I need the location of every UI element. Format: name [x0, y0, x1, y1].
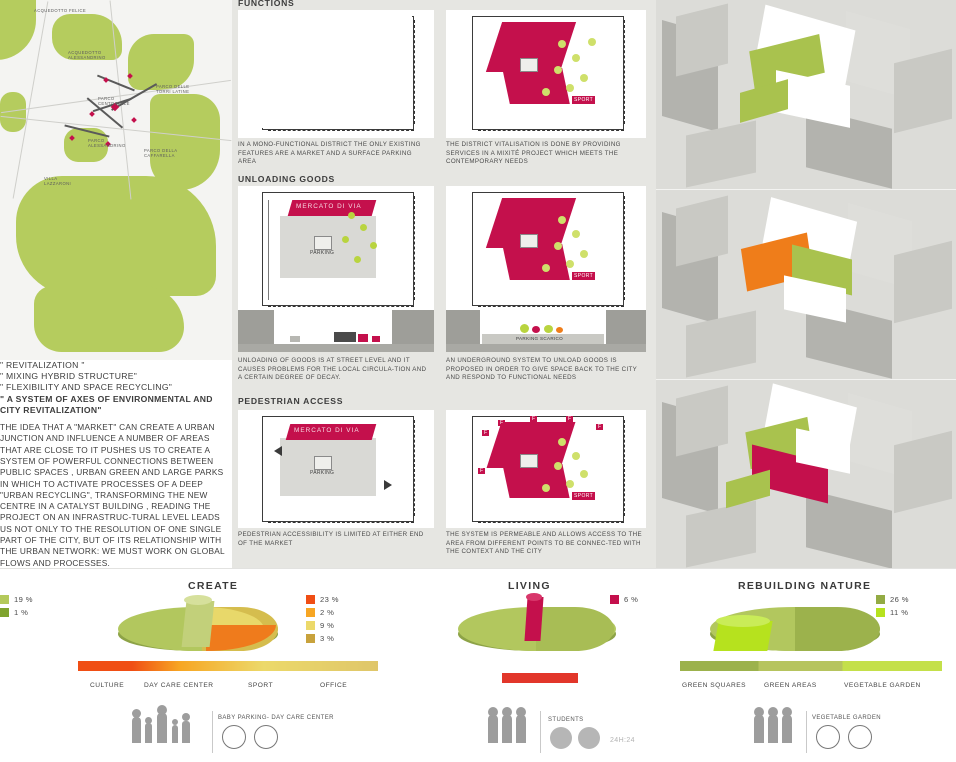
plan-functions-existing — [238, 10, 434, 138]
plan-functions-proposed — [446, 10, 646, 138]
bar-label-green-areas: GREEN AREAS — [764, 682, 817, 689]
students-hours-value: 24H:24 — [610, 737, 635, 744]
bar-label-vegetable-garden: VEGETABLE GARDEN — [844, 682, 921, 689]
living-legend — [610, 595, 638, 608]
chart-title-rebuilding: REBUILDING NATURE — [738, 580, 872, 592]
clock-icon — [816, 725, 840, 749]
rebuilding-legend — [876, 595, 909, 621]
panel-caption-unloading: UNLOADING OF GOODS IS AT STREET LEVEL AND IT CAUSES PROBLEMS FOR THE LOCAL CIRCULA-TION AND A CERTAIN DEGREE OF DECAY. — [238, 357, 427, 382]
legend-item — [306, 634, 376, 643]
map-label: ACQUEDOTTO FELICE — [34, 8, 87, 13]
map-label: PARCO DELLE TORRI LATINE — [156, 84, 190, 94]
map-green-area — [16, 176, 216, 296]
bar-label-sport: SPORT — [248, 682, 274, 689]
icon-label-students: STUDENTS — [548, 717, 584, 723]
legend-label: 3 % — [320, 634, 335, 643]
living-color-bar — [502, 673, 578, 683]
plan-sport-label: SPORT — [574, 97, 594, 103]
bottom-charts-strip — [0, 568, 956, 762]
legend-label: 6 % — [624, 595, 639, 604]
pie-chart-create — [110, 595, 290, 665]
map-green-area — [150, 94, 220, 190]
icon-group-adults — [752, 709, 812, 753]
legend-item — [0, 595, 56, 604]
legend-label: 26 % — [890, 595, 909, 604]
legend-item — [306, 595, 376, 604]
plan-sport-label: SPORT — [574, 493, 594, 499]
legend-label: 2 % — [320, 608, 335, 617]
plan-pedestrian-proposed: SPORT F F F F F F — [446, 410, 646, 528]
keyword-revitalization: " REVITALIZATION " — [0, 360, 85, 370]
divider — [806, 711, 807, 753]
legend-label: 19 % — [14, 595, 33, 604]
icon-group-students — [486, 709, 546, 753]
massing-view-2 — [656, 190, 956, 379]
students-dot-icon — [578, 727, 600, 749]
panel-caption-unloading-proposed: AN UNDERGROUND SYSTEM TO UNLOAD GOODS IS PROPOSED IN ORDER TO GIVE SPACE BACK TO THE CITY AND RESPOND TO FUNCTIONAL NEEDS — [446, 357, 638, 382]
panel-caption-pedestrian-proposed: THE SYSTEM IS PERMEABLE AND ALLOWS ACCESS TO THE AREA FROM DIFFERENT POINTS TO BE CONNEC-TED WITH THE CONTEXT AND THE CITY — [446, 531, 642, 556]
panel-title-functions: FUNCTIONS — [238, 0, 295, 8]
legend-swatch — [306, 634, 315, 643]
legend-item — [876, 608, 909, 617]
legend-swatch — [306, 595, 315, 604]
legend-label: 11 % — [890, 608, 909, 617]
legend-label: 1 % — [14, 608, 29, 617]
panel-title-pedestrian: PEDESTRIAN ACCESS — [238, 396, 344, 406]
bar-label-daycare: DAY CARE CENTER — [144, 682, 214, 689]
create-legend-right — [306, 595, 376, 647]
legend-item — [610, 595, 638, 604]
bar-label-culture: CULTURE — [90, 682, 125, 689]
keyword-mixing-hybrid: " MIXING HYBRID STRUCTURE" — [0, 371, 138, 382]
left-column — [0, 0, 232, 568]
plan-parking-label: PARKING SCARICO — [516, 336, 564, 341]
panel-caption-functions-proposed: THE DISTRICT VITALISATION IS DONE BY PROVIDING SERVICES IN A MIXITÉ PROJECT WHICH MEETS THE CONTEMPORARY NEEDS — [446, 141, 621, 166]
create-legend-left — [0, 595, 56, 621]
legend-item — [0, 608, 56, 617]
legend-swatch — [610, 595, 619, 604]
map-label: PARCO DELLA CAFFARELLA — [144, 148, 178, 158]
massing-view-3 — [656, 380, 956, 568]
divider — [540, 711, 541, 753]
rebuilding-color-bar — [680, 661, 942, 671]
left-text-block — [0, 360, 232, 568]
massing-views — [656, 0, 956, 568]
keyword-axes-system: " A SYSTEM OF AXES OF ENVIRONMENTAL AND CITY REVITALIZATION" — [0, 393, 213, 415]
bar-label-office: OFFICE — [320, 682, 348, 689]
icon-label-vegetable-garden: VEGETABLE GARDEN — [812, 715, 881, 721]
icon-group-family — [128, 709, 208, 753]
map-green-area — [34, 286, 184, 352]
map-label: PARCO ALESSANDRINO — [88, 138, 126, 148]
legend-swatch — [0, 595, 9, 604]
legend-swatch — [306, 621, 315, 630]
plan-pedestrian-existing: MERCATO DI VIA PARKING — [238, 410, 434, 528]
clock-icon — [254, 725, 278, 749]
map-label: ACQUEDOTTO ALESSANDRINO — [68, 50, 106, 60]
legend-label: 9 % — [320, 621, 335, 630]
concept-paragraph: THE IDEA THAT A "MARKET" CAN CREATE A URBAN JUNCTION AND INFLUENCE A NUMBER OF AREAS THAT ARE CLOSE TO IT PUSHES US TO CREATE A SYSTEM OF POWERFUL CONNECTIONS BETWEEN PUBLIC SPACES , URBAN GREEN AND LARGE PARKS IN WHICH TO ACTIVATE PROCESSES OF A DEEP "URBAN RECYCLING", TRANSFORMING THE NEW CENTRE IN A CATALYST BUILDING , READING THE PROJECT ON AN INFRASTRUC-TURAL LEVEL LEADS US NOT ONLY TO THE RESOLUTION OF ONE SINGLE PART OF THE CITY, BUT OF ITS RELATIONSHIP WITH THE URBAN NETWORK: WE MUST WORK ON GLOBAL FLOWS AND PROCESSES. — [0, 422, 225, 568]
legend-swatch — [876, 595, 885, 604]
legend-swatch — [876, 608, 885, 617]
legend-swatch — [0, 608, 9, 617]
legend-swatch — [306, 608, 315, 617]
map-label: VILLA LAZZARONI — [44, 176, 72, 186]
section-unloading-existing — [238, 310, 434, 352]
divider — [212, 711, 213, 753]
panel-title-unloading: UNLOADING GOODS — [238, 174, 335, 184]
create-color-bar — [78, 661, 378, 671]
students-dot-icon — [550, 727, 572, 749]
plan-unloading-existing: MERCATO DI VIA PARKING — [238, 186, 434, 314]
map-label: PARCO CENTOCELLE — [98, 96, 130, 106]
chart-title-create: CREATE — [188, 580, 239, 592]
pie-chart-rebuilding — [700, 595, 890, 665]
keyword-flexibility: " FLEXIBILITY AND SPACE RECYCLING" — [0, 382, 173, 393]
section-unloading-proposed — [446, 310, 646, 352]
bar-label-green-squares: GREEN SQUARES — [682, 682, 747, 689]
legend-item — [306, 608, 376, 617]
panel-caption-pedestrian: PEDESTRIAN ACCESSIBILITY IS LIMITED AT EITHER END OF THE MARKET — [238, 531, 424, 547]
plan-sport-label: SPORT — [574, 273, 594, 279]
chart-title-living: LIVING — [508, 580, 551, 592]
map-green-area — [128, 34, 194, 90]
panel-caption-functions: IN A MONO-FUNCTIONAL DISTRICT THE ONLY EXISTING FEATURES ARE A MARKET AND A SURFACE PARKING AREA — [238, 141, 421, 166]
pie-chart-living — [452, 595, 622, 665]
legend-item — [876, 595, 909, 604]
legend-item — [306, 621, 376, 630]
diagram-panels — [232, 0, 656, 568]
legend-label: 23 % — [320, 595, 339, 604]
clock-icon — [222, 725, 246, 749]
plan-unloading-proposed — [446, 186, 646, 314]
clock-icon — [848, 725, 872, 749]
icon-label-baby-parking: BABY PARKING- DAY CARE CENTER — [218, 715, 334, 721]
context-map — [0, 0, 232, 360]
massing-view-1 — [656, 0, 956, 189]
